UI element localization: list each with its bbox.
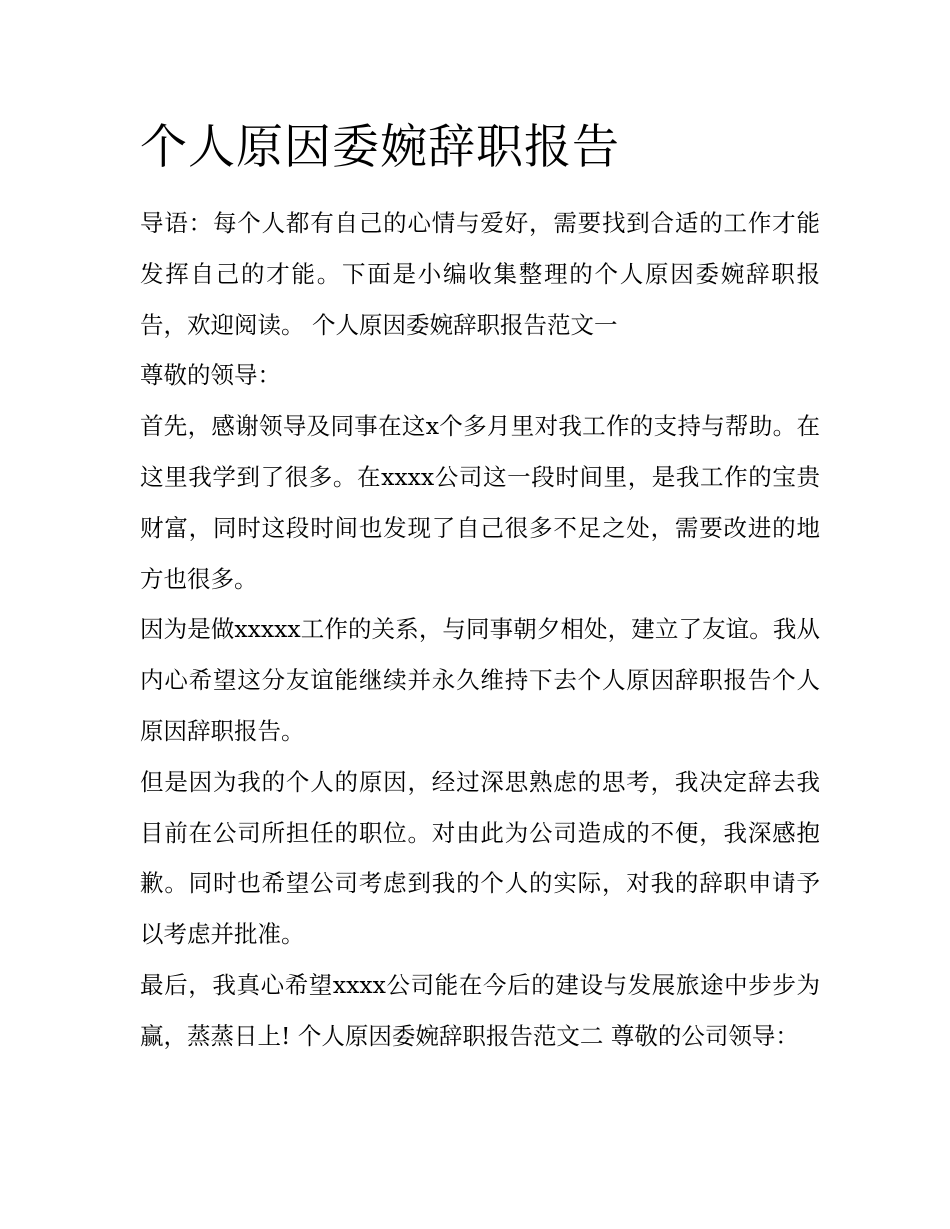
paragraph-friendship: 因为是做xxxxx工作的关系，与同事朝夕相处，建立了友谊。我从内心希望这分友谊能继续并永久维持下去个人原因辞职报告个人原因辞职报告。 — [140, 615, 820, 745]
paragraph-intro: 导语：每个人都有自己的心情与爱好，需要找到合适的工作才能发挥自己的才能。下面是小编收集整理的个人原因委婉辞职报告，欢迎阅读。 个人原因委婉辞职报告范文一 — [140, 209, 820, 339]
document-body — [140, 198, 820, 1062]
document-title: 个人原因委婉辞职报告 — [140, 120, 620, 175]
paragraph-closing: 最后，我真心希望xxxx公司能在今后的建设与发展旅途中步步为赢，蒸蒸日上! 个人原因委婉辞职报告范文二 尊敬的公司领导： — [140, 970, 820, 1050]
paragraph-salutation: 尊敬的领导： — [140, 361, 281, 390]
paragraph-thanks: 首先，感谢领导及同事在这x个多月里对我工作的支持与帮助。在这里我学到了很多。在xxxx公司这一段时间里，是我工作的宝贵财富，同时这段时间也发现了自己很多不足之处，需要改进的地方也很多。 — [140, 412, 820, 593]
paragraph-resignation: 但是因为我的个人的原因，经过深思熟虑的思考，我决定辞去我目前在公司所担任的职位。对由此为公司造成的不便，我深感抱歉。同时也希望公司考虑到我的个人的实际，对我的辞职申请予以考虑并批准。 — [140, 767, 820, 949]
